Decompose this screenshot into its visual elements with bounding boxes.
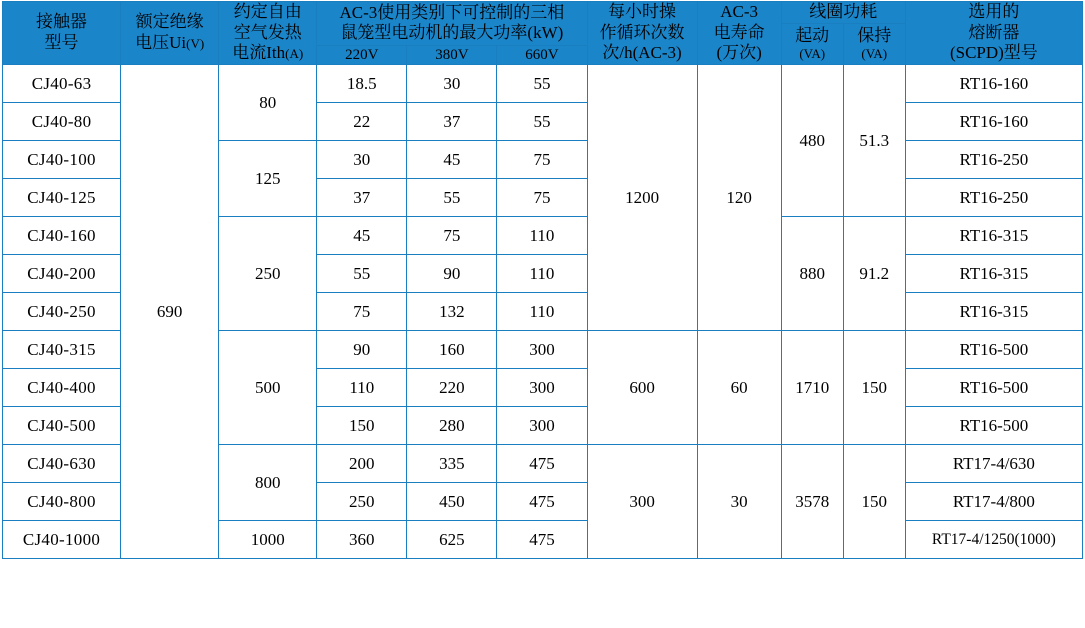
cell-power-380v: 450 [407, 483, 497, 521]
cell-power-220v: 250 [317, 483, 407, 521]
cell-power-220v: 37 [317, 179, 407, 217]
cell-power-380v: 625 [407, 521, 497, 559]
header-cycles-line1: 每小时操 [608, 2, 677, 21]
cell-model: CJ40-125 [3, 179, 121, 217]
cell-coil-start: 1710 [781, 331, 843, 445]
header-model-line2: 型号 [44, 33, 79, 53]
cell-power-660v: 110 [497, 293, 587, 331]
header-coil-consumption-group: 线圈功耗 [781, 2, 905, 24]
header-ui-line1: 额定绝缘 [135, 12, 204, 32]
cell-operating-cycles: 1200 [587, 65, 697, 331]
header-electrical-life [697, 2, 781, 65]
cell-model: CJ40-1000 [3, 521, 121, 559]
contactor-specification-table [2, 1, 1083, 559]
header-max-motor-power-group [317, 2, 587, 46]
cell-model: CJ40-630 [3, 445, 121, 483]
cell-power-380v: 132 [407, 293, 497, 331]
cell-model: CJ40-200 [3, 255, 121, 293]
cell-power-220v: 150 [317, 407, 407, 445]
cell-thermal-current: 125 [219, 141, 317, 217]
cell-power-220v: 55 [317, 255, 407, 293]
cell-scpd-fuse: RT16-160 [905, 103, 1082, 141]
cell-scpd-fuse: RT16-250 [905, 141, 1082, 179]
cell-power-220v: 90 [317, 331, 407, 369]
header-rated-insulation-voltage [121, 2, 219, 65]
cell-power-660v: 110 [497, 255, 587, 293]
cell-power-660v: 55 [497, 65, 587, 103]
cell-power-220v: 45 [317, 217, 407, 255]
cell-model: CJ40-315 [3, 331, 121, 369]
cell-model: CJ40-63 [3, 65, 121, 103]
header-coil-hold-label: 保持 [857, 25, 892, 45]
header-power-220v: 220V [317, 45, 407, 64]
header-conventional-thermal-current [219, 2, 317, 65]
header-scpd-line2: 熔断器 [968, 22, 1020, 42]
header-cycles-line3: 次/h(AC-3) [602, 43, 682, 63]
cell-power-660v: 300 [497, 369, 587, 407]
header-power-group-line2: 鼠笼型电动机的最大功率(kW) [340, 23, 564, 43]
cell-scpd-fuse: RT16-315 [905, 293, 1082, 331]
cell-model: CJ40-160 [3, 217, 121, 255]
cell-power-220v: 200 [317, 445, 407, 483]
header-cycles-line2: 作循环次数 [599, 22, 685, 42]
cell-coil-hold: 150 [843, 445, 905, 559]
cell-power-220v: 22 [317, 103, 407, 141]
cell-scpd-fuse: RT17-4/1250(1000) [905, 521, 1082, 559]
cell-power-380v: 55 [407, 179, 497, 217]
cell-model: CJ40-100 [3, 141, 121, 179]
cell-thermal-current: 250 [219, 217, 317, 331]
cell-model: CJ40-80 [3, 103, 121, 141]
cell-power-380v: 335 [407, 445, 497, 483]
cell-operating-cycles: 600 [587, 331, 697, 445]
header-scpd-line3: (SCPD)型号 [949, 43, 1038, 63]
cell-rated-insulation-voltage: 690 [121, 65, 219, 559]
header-model [3, 2, 121, 65]
cell-operating-cycles: 300 [587, 445, 697, 559]
header-life-line2: 电寿命 [713, 22, 765, 42]
header-ith-line3: 电流Ith(A) [232, 43, 304, 63]
header-power-380v: 380V [407, 45, 497, 64]
cell-model: CJ40-500 [3, 407, 121, 445]
cell-power-380v: 75 [407, 217, 497, 255]
cell-coil-hold: 51.3 [843, 65, 905, 217]
header-scpd-line1: 选用的 [968, 2, 1020, 21]
cell-scpd-fuse: RT16-315 [905, 217, 1082, 255]
cell-power-380v: 280 [407, 407, 497, 445]
cell-coil-hold: 91.2 [843, 217, 905, 331]
header-coil-hold [843, 23, 905, 64]
header-power-660v: 660V [497, 45, 587, 64]
cell-scpd-fuse: RT17-4/800 [905, 483, 1082, 521]
cell-model: CJ40-250 [3, 293, 121, 331]
cell-power-660v: 55 [497, 103, 587, 141]
cell-scpd-fuse: RT16-250 [905, 179, 1082, 217]
cell-power-380v: 45 [407, 141, 497, 179]
header-ui-line2: 电压Ui(V) [135, 33, 205, 53]
cell-coil-start: 3578 [781, 445, 843, 559]
cell-power-660v: 75 [497, 141, 587, 179]
cell-coil-hold: 150 [843, 331, 905, 445]
cell-thermal-current: 1000 [219, 521, 317, 559]
cell-model: CJ40-400 [3, 369, 121, 407]
header-life-line1: AC-3 [720, 2, 759, 21]
cell-thermal-current: 500 [219, 331, 317, 445]
header-coil-hold-unit: (VA) [861, 46, 888, 62]
cell-power-380v: 37 [407, 103, 497, 141]
cell-scpd-fuse: RT16-500 [905, 331, 1082, 369]
cell-power-220v: 18.5 [317, 65, 407, 103]
cell-thermal-current: 80 [219, 65, 317, 141]
cell-power-660v: 75 [497, 179, 587, 217]
cell-scpd-fuse: RT16-500 [905, 369, 1082, 407]
cell-power-660v: 475 [497, 445, 587, 483]
header-coil-start-label: 起动 [795, 25, 830, 45]
cell-electrical-life: 120 [697, 65, 781, 331]
cell-power-660v: 475 [497, 521, 587, 559]
cell-power-380v: 220 [407, 369, 497, 407]
cell-power-380v: 30 [407, 65, 497, 103]
cell-model: CJ40-800 [3, 483, 121, 521]
cell-power-380v: 160 [407, 331, 497, 369]
cell-scpd-fuse: RT17-4/630 [905, 445, 1082, 483]
cell-power-660v: 110 [497, 217, 587, 255]
table-row [3, 65, 1083, 103]
cell-power-380v: 90 [407, 255, 497, 293]
header-row-1 [3, 2, 1083, 24]
cell-scpd-fuse: RT16-315 [905, 255, 1082, 293]
cell-power-220v: 110 [317, 369, 407, 407]
header-ith-line1: 约定自由 [233, 2, 302, 21]
cell-power-660v: 300 [497, 331, 587, 369]
header-coil-start-unit: (VA) [799, 46, 826, 62]
cell-coil-start: 880 [781, 217, 843, 331]
table-header [3, 2, 1083, 65]
header-ith-unit: (A) [285, 46, 304, 62]
header-scpd-fuse [905, 2, 1082, 65]
table-body [3, 65, 1083, 559]
cell-thermal-current: 800 [219, 445, 317, 521]
cell-power-660v: 300 [497, 407, 587, 445]
cell-power-660v: 475 [497, 483, 587, 521]
header-life-line3: (万次) [716, 43, 762, 63]
cell-power-220v: 30 [317, 141, 407, 179]
header-ith-line2: 空气发热 [233, 22, 302, 42]
header-model-line1: 接触器 [36, 12, 88, 32]
cell-scpd-fuse: RT16-160 [905, 65, 1082, 103]
cell-electrical-life: 60 [697, 331, 781, 445]
cell-scpd-fuse: RT16-500 [905, 407, 1082, 445]
header-operating-cycles-per-hour [587, 2, 697, 65]
header-ui-unit: (V) [186, 36, 205, 52]
cell-electrical-life: 30 [697, 445, 781, 559]
cell-power-220v: 75 [317, 293, 407, 331]
cell-power-220v: 360 [317, 521, 407, 559]
header-power-group-line1: AC-3使用类别下可控制的三相 [339, 2, 565, 22]
cell-coil-start: 480 [781, 65, 843, 217]
header-coil-start [781, 23, 843, 64]
